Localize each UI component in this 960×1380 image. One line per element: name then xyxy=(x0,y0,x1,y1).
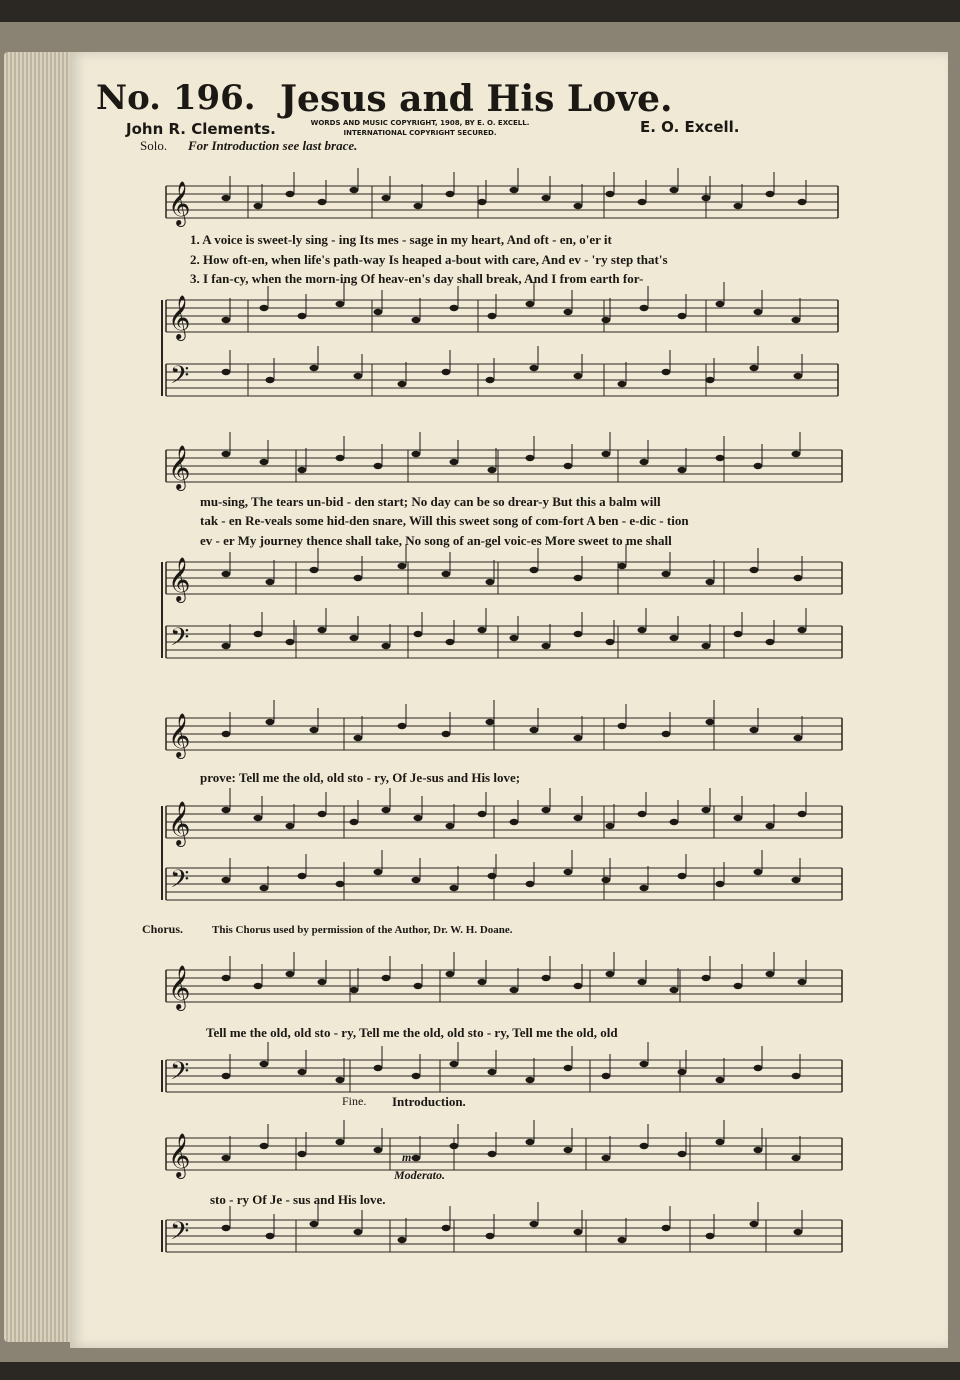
copyright-line-2: INTERNATIONAL COPYRIGHT SECURED. xyxy=(343,129,497,137)
note xyxy=(354,735,363,741)
note xyxy=(488,873,497,879)
note xyxy=(488,313,497,319)
note xyxy=(414,203,423,209)
note xyxy=(734,983,743,989)
note xyxy=(526,455,535,461)
note xyxy=(702,807,711,813)
note xyxy=(716,881,725,887)
clef: 𝄞 xyxy=(168,557,191,601)
note xyxy=(754,309,763,315)
note xyxy=(254,203,263,209)
note xyxy=(398,563,407,569)
note xyxy=(766,191,775,197)
note xyxy=(260,1143,269,1149)
note xyxy=(574,203,583,209)
note xyxy=(750,567,759,573)
lyricist: John R. Clements. xyxy=(126,120,276,138)
note xyxy=(478,199,487,205)
note xyxy=(450,1143,459,1149)
clef: 𝄢 xyxy=(170,1217,190,1252)
note xyxy=(254,815,263,821)
note xyxy=(542,975,551,981)
note xyxy=(792,1155,801,1161)
note xyxy=(486,1233,495,1239)
note xyxy=(606,971,615,977)
note xyxy=(574,815,583,821)
chorus-credit: This Chorus used by permission of the Author, Dr. W. H. Doane. xyxy=(212,924,513,936)
note xyxy=(260,885,269,891)
note xyxy=(298,1069,307,1075)
note xyxy=(640,1061,649,1067)
note xyxy=(374,1147,383,1153)
verse-1-line-1: 1. A voice is sweet-ly sing - ing Its mes - sage in my heart, And oft - en, o'er it xyxy=(190,232,612,247)
note xyxy=(486,579,495,585)
note xyxy=(336,1077,345,1083)
note xyxy=(526,881,535,887)
solo-marking: Solo. xyxy=(140,138,168,153)
note xyxy=(574,373,583,379)
note xyxy=(702,195,711,201)
note xyxy=(640,305,649,311)
note xyxy=(754,869,763,875)
note xyxy=(374,463,383,469)
note xyxy=(318,199,327,205)
note xyxy=(766,971,775,977)
note xyxy=(488,1069,497,1075)
note xyxy=(260,305,269,311)
clef: 𝄞 xyxy=(168,295,191,339)
note xyxy=(382,807,391,813)
note xyxy=(222,731,231,737)
note xyxy=(222,643,231,649)
note xyxy=(286,823,295,829)
note xyxy=(766,823,775,829)
introduction-marking: Introduction. xyxy=(392,1094,466,1109)
note xyxy=(222,975,231,981)
note xyxy=(412,877,421,883)
dynamic-marking: m xyxy=(402,1150,412,1164)
note xyxy=(486,719,495,725)
note xyxy=(260,1061,269,1067)
note xyxy=(354,575,363,581)
note xyxy=(442,369,451,375)
notes xyxy=(222,168,807,1243)
note xyxy=(792,317,801,323)
note xyxy=(678,1069,687,1075)
note xyxy=(670,987,679,993)
clef: 𝄞 xyxy=(168,445,191,489)
note xyxy=(706,579,715,585)
note xyxy=(618,563,627,569)
clef: 𝄞 xyxy=(168,801,191,845)
verse-1-line-2: mu-sing, The tears un-bid - den start; No day can be so drear-y But this a balm will xyxy=(200,494,661,509)
note xyxy=(446,823,455,829)
note xyxy=(298,1151,307,1157)
note xyxy=(678,1151,687,1157)
note xyxy=(716,455,725,461)
note xyxy=(354,373,363,379)
note xyxy=(478,811,487,817)
composer: E. O. Excell. xyxy=(640,118,740,136)
clef: 𝄞 xyxy=(168,181,191,225)
note xyxy=(222,451,231,457)
note xyxy=(286,639,295,645)
note xyxy=(382,643,391,649)
note xyxy=(798,811,807,817)
note xyxy=(794,1229,803,1235)
note xyxy=(602,1155,611,1161)
note xyxy=(510,987,519,993)
note xyxy=(310,1221,319,1227)
note xyxy=(526,301,535,307)
note xyxy=(442,731,451,737)
note xyxy=(716,1139,725,1145)
note xyxy=(222,1155,231,1161)
note xyxy=(706,1233,715,1239)
note xyxy=(618,723,627,729)
note xyxy=(638,199,647,205)
note xyxy=(350,819,359,825)
note xyxy=(412,1155,421,1161)
note xyxy=(450,305,459,311)
note xyxy=(222,571,231,577)
chorus-label: Chorus. xyxy=(142,922,184,936)
note xyxy=(374,309,383,315)
note xyxy=(766,639,775,645)
note xyxy=(602,451,611,457)
note xyxy=(574,575,583,581)
note xyxy=(442,1225,451,1231)
note xyxy=(374,869,383,875)
note xyxy=(446,971,455,977)
clef: 𝄢 xyxy=(170,1057,190,1092)
note xyxy=(702,975,711,981)
note xyxy=(574,1229,583,1235)
note xyxy=(734,631,743,637)
note xyxy=(678,313,687,319)
note xyxy=(618,381,627,387)
note xyxy=(662,571,671,577)
note xyxy=(750,727,759,733)
note xyxy=(310,727,319,733)
verse-2-line-2: tak - en Re-veals some hid-den snare, Will this sweet song of com-fort A ben - e-dic - tion xyxy=(200,513,689,528)
note xyxy=(618,1237,627,1243)
note xyxy=(298,313,307,319)
verse-3-line-2: ev - er My journey thence shall take, No song of an-gel voic-es More sweet to me shall xyxy=(200,533,672,548)
note xyxy=(706,719,715,725)
note xyxy=(336,1139,345,1145)
note xyxy=(254,983,263,989)
hymn-number: No. 196. xyxy=(96,78,256,118)
note xyxy=(530,567,539,573)
verse-2-line-1: 2. How oft-en, when life's path-way Is heaped a-bout with care, And ev - 'ry step that's xyxy=(190,252,668,267)
note xyxy=(412,451,421,457)
note xyxy=(716,301,725,307)
note xyxy=(222,317,231,323)
note xyxy=(266,1233,275,1239)
note xyxy=(266,579,275,585)
note xyxy=(662,1225,671,1231)
note xyxy=(606,191,615,197)
note xyxy=(574,735,583,741)
note xyxy=(640,1143,649,1149)
copyright-line-1: WORDS AND MUSIC COPYRIGHT, 1908, BY E. O. EXCELL. xyxy=(310,119,530,127)
refrain-line: prove: Tell me the old, old sto - ry, Of Je-sus and His love; xyxy=(200,770,521,785)
note xyxy=(446,191,455,197)
note xyxy=(794,373,803,379)
note xyxy=(298,873,307,879)
note xyxy=(542,643,551,649)
note xyxy=(318,979,327,985)
note xyxy=(412,1073,421,1079)
note xyxy=(222,1225,231,1231)
introduction-note: For Introduction see last brace. xyxy=(188,138,358,153)
note xyxy=(530,365,539,371)
note xyxy=(798,627,807,633)
note xyxy=(310,365,319,371)
note xyxy=(602,1073,611,1079)
note xyxy=(754,1147,763,1153)
clef: 𝄢 xyxy=(170,865,190,900)
note xyxy=(638,627,647,633)
note xyxy=(318,627,327,633)
clef: 𝄢 xyxy=(170,623,190,658)
note xyxy=(662,731,671,737)
note xyxy=(542,195,551,201)
note xyxy=(382,195,391,201)
note xyxy=(606,823,615,829)
note xyxy=(450,885,459,891)
note xyxy=(754,1065,763,1071)
clef: 𝄞 xyxy=(168,713,191,757)
note xyxy=(478,627,487,633)
note xyxy=(530,727,539,733)
note xyxy=(222,807,231,813)
clefs xyxy=(168,181,190,1252)
note xyxy=(298,467,307,473)
note xyxy=(318,811,327,817)
note xyxy=(640,459,649,465)
clef: 𝄢 xyxy=(170,361,190,396)
note xyxy=(754,463,763,469)
note xyxy=(414,983,423,989)
clef: 𝄞 xyxy=(168,1133,191,1177)
note xyxy=(478,979,487,985)
note xyxy=(442,571,451,577)
note xyxy=(450,459,459,465)
note xyxy=(526,1077,535,1083)
chorus-lyric: Tell me the old, old sto - ry, Tell me the old, old sto - ry, Tell me the old, old xyxy=(206,1025,618,1040)
note xyxy=(750,365,759,371)
note xyxy=(798,979,807,985)
clef: 𝄞 xyxy=(168,965,191,1009)
note xyxy=(350,987,359,993)
note xyxy=(564,463,573,469)
note xyxy=(350,187,359,193)
note xyxy=(254,631,263,637)
note xyxy=(222,195,231,201)
note xyxy=(336,301,345,307)
note xyxy=(510,819,519,825)
note xyxy=(794,575,803,581)
note xyxy=(530,1221,539,1227)
note xyxy=(450,1061,459,1067)
note xyxy=(678,467,687,473)
note xyxy=(414,815,423,821)
note xyxy=(606,639,615,645)
note xyxy=(564,1065,573,1071)
note xyxy=(310,567,319,573)
note xyxy=(398,1237,407,1243)
staff-lines xyxy=(162,186,842,1252)
note xyxy=(542,807,551,813)
note xyxy=(638,979,647,985)
note xyxy=(222,877,231,883)
note xyxy=(792,1073,801,1079)
note xyxy=(794,735,803,741)
final-lyric: sto - ry Of Je - sus and His love. xyxy=(210,1192,386,1207)
note xyxy=(670,187,679,193)
note xyxy=(266,719,275,725)
note xyxy=(374,1065,383,1071)
note xyxy=(336,881,345,887)
note xyxy=(354,1229,363,1235)
note xyxy=(382,975,391,981)
note xyxy=(678,873,687,879)
note xyxy=(750,1221,759,1227)
note xyxy=(414,631,423,637)
note xyxy=(798,199,807,205)
note xyxy=(602,877,611,883)
note xyxy=(574,983,583,989)
note xyxy=(792,451,801,457)
note xyxy=(706,377,715,383)
note xyxy=(350,635,359,641)
note xyxy=(336,455,345,461)
note xyxy=(446,639,455,645)
hymn-title: Jesus and His Love. xyxy=(280,78,673,120)
note xyxy=(510,635,519,641)
note xyxy=(640,885,649,891)
note xyxy=(398,723,407,729)
tempo-marking: Moderato. xyxy=(394,1168,445,1182)
note xyxy=(792,877,801,883)
note xyxy=(286,971,295,977)
note xyxy=(716,1077,725,1083)
note xyxy=(734,203,743,209)
note xyxy=(662,369,671,375)
note xyxy=(734,815,743,821)
note xyxy=(486,377,495,383)
note xyxy=(602,317,611,323)
note xyxy=(564,1147,573,1153)
note xyxy=(266,377,275,383)
note xyxy=(286,191,295,197)
note xyxy=(670,819,679,825)
note xyxy=(574,631,583,637)
note xyxy=(564,869,573,875)
note xyxy=(398,381,407,387)
note xyxy=(526,1139,535,1145)
note xyxy=(638,811,647,817)
verse-3-line-1: 3. I fan-cy, when the morn-ing Of heav-en's day shall break, And I from earth for- xyxy=(190,271,644,286)
note xyxy=(488,467,497,473)
note xyxy=(564,309,573,315)
note xyxy=(702,643,711,649)
note xyxy=(412,317,421,323)
note xyxy=(488,1151,497,1157)
note xyxy=(222,369,231,375)
note xyxy=(670,635,679,641)
note xyxy=(510,187,519,193)
note xyxy=(260,459,269,465)
note xyxy=(222,1073,231,1079)
fine-marking: Fine. xyxy=(342,1094,367,1108)
